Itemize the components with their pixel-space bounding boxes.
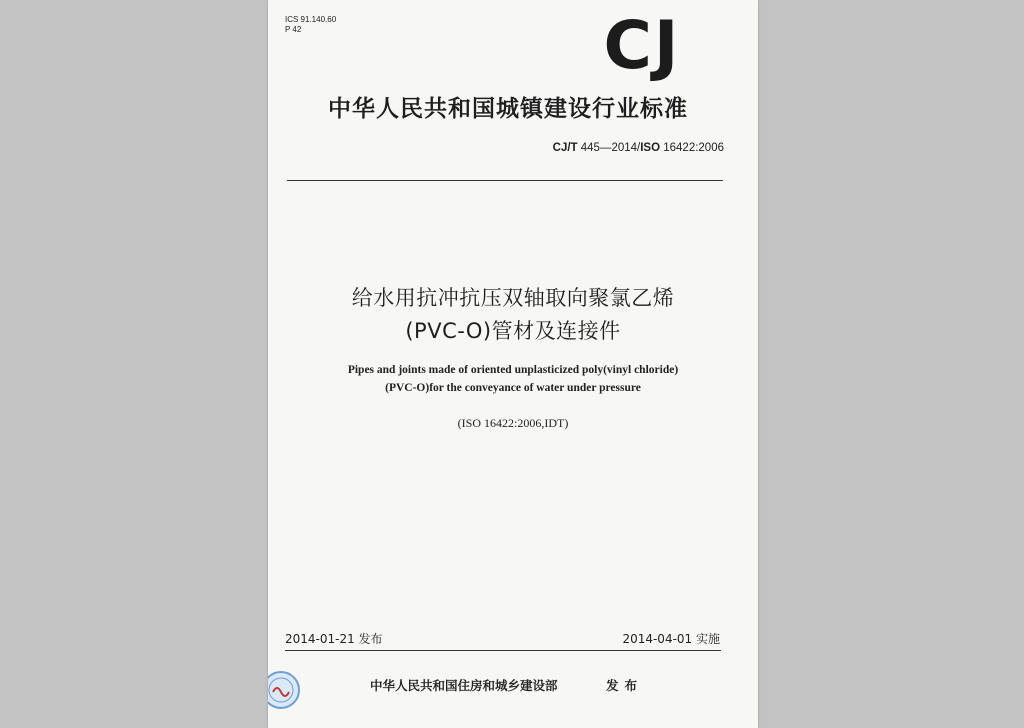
publish-label: 发布 — [606, 678, 644, 693]
implementation-date: 2014-04-01 实施 — [622, 632, 720, 646]
standard-number — [553, 142, 724, 154]
title-english-line1: Pipes and joints made of oriented unplasticized poly(vinyl chloride) — [347, 364, 679, 376]
title-chinese-line1: 给水用抗冲抗压双轴取向聚氯乙烯 — [351, 286, 675, 310]
issue-date: 2014-01-21 发布 — [285, 632, 383, 646]
title-english-line2: (PVC-O)for the conveyance of water under pressure — [385, 382, 641, 394]
title-chinese-line2: (PVC-O)管材及连接件 — [405, 319, 621, 343]
document-page — [268, 0, 758, 728]
ics-code: ICS 91.140.60 — [285, 15, 337, 24]
footer-divider — [285, 650, 721, 651]
seal-stamp-icon — [268, 666, 300, 710]
standard-number-prefix: CJ/T — [552, 142, 578, 154]
cj-logo: CJ — [603, 7, 681, 84]
standard-number-suffix: 16422:2006 — [660, 142, 724, 154]
classification-code: P 42 — [285, 25, 302, 34]
header-divider — [287, 180, 723, 181]
standard-number-iso: ISO — [640, 142, 661, 154]
issuing-authority: 中华人民共和国住房和城乡建设部 — [370, 678, 558, 693]
standard-number-main: 445—2014/ — [577, 142, 641, 154]
standard-type-heading: 中华人民共和国城镇建设行业标准 — [328, 96, 688, 122]
iso-reference: (ISO 16422:2006,IDT) — [457, 416, 569, 430]
